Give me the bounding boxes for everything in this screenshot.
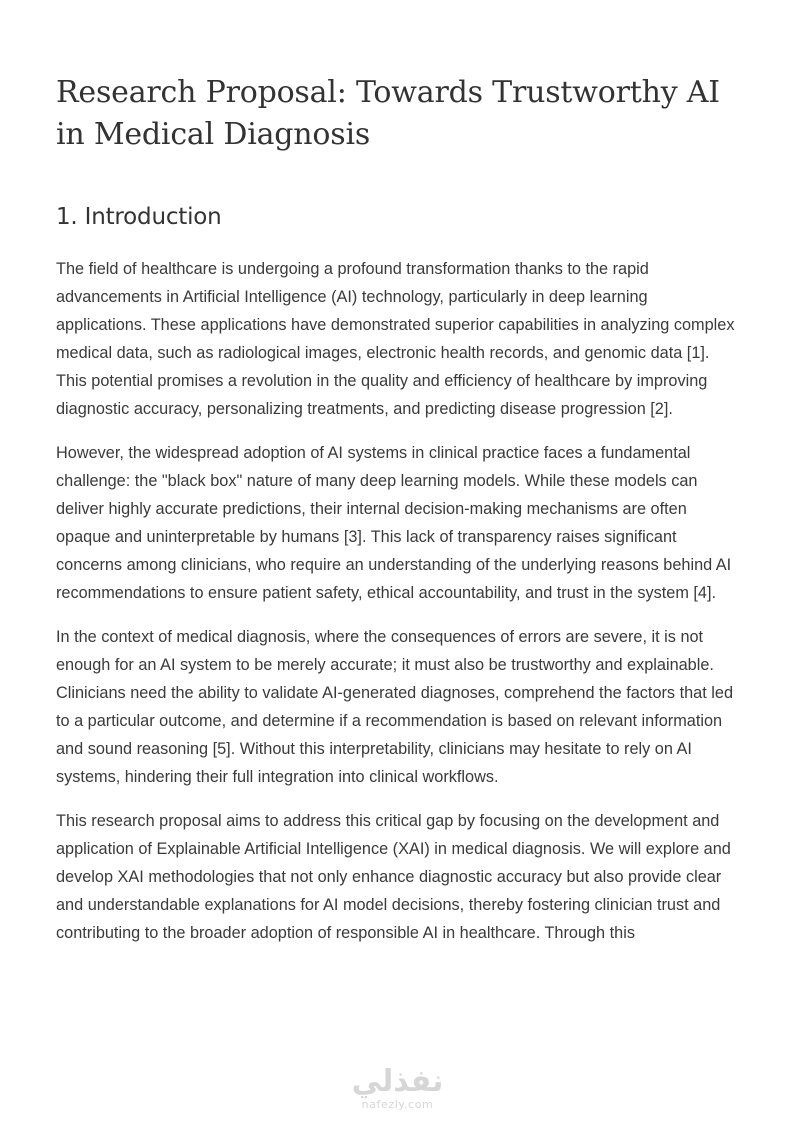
document-title: Research Proposal: Towards Trustworthy AI in Medical Diagnosis [56, 75, 720, 152]
paragraph: The field of healthcare is undergoing a profound transformation thanks to the rapid advancements in Artificial Intelligence (AI) technology, particularly in deep learning applications. These applications have demonstrated superior capabilities in analyzing complex medical data, such as radiological images, electronic health records, and genomic data [1]. This potential promises a revolution in the quality and efficiency of healthcare by improving diagnostic accuracy, personalizing treatments, and predicting disease progression [2]. [56, 260, 735, 418]
paragraph: In the context of medical diagnosis, where the consequences of errors are severe, it is not enough for an AI system to be merely accurate; it must also be trustworthy and explainable. Clinicians need the ability to validate AI-generated diagnoses, comprehend the factors that led to a particular outcome, and determine if a recommendation is based on relevant information and sound reasoning [5]. Without this interpretability, clinicians may hesitate to rely on AI systems, hindering their full integration into clinical workflows. [56, 628, 733, 786]
section-heading: 1. Introduction [56, 204, 222, 230]
watermark-logo: نفذلي [351, 1064, 444, 1099]
paragraph: However, the widespread adoption of AI systems in clinical practice faces a fundamental challenge: the "black box" nature of many deep learning models. While these models can deliver highly accurate predictions, their internal decision-making mechanisms are often opaque and uninterpretable by humans [3]. This lack of transparency raises significant concerns among clinicians, who require an understanding of the underlying reasons behind AI recommendations to ensure patient safety, ethical accountability, and trust in the system [4]. [56, 444, 732, 602]
paragraph: This research proposal aims to address this critical gap by focusing on the development and application of Explainable Artificial Intelligence (XAI) in medical diagnosis. We will explore and develop XAI methodologies that not only enhance diagnostic accuracy but also provide clear and understandable explanations for AI model decisions, thereby fostering clinician trust and contributing to the broader adoption of responsible AI in healthcare. Through this [56, 812, 731, 942]
watermark-url: nafezly.com [361, 1098, 434, 1111]
watermark [0, 1066, 795, 1112]
